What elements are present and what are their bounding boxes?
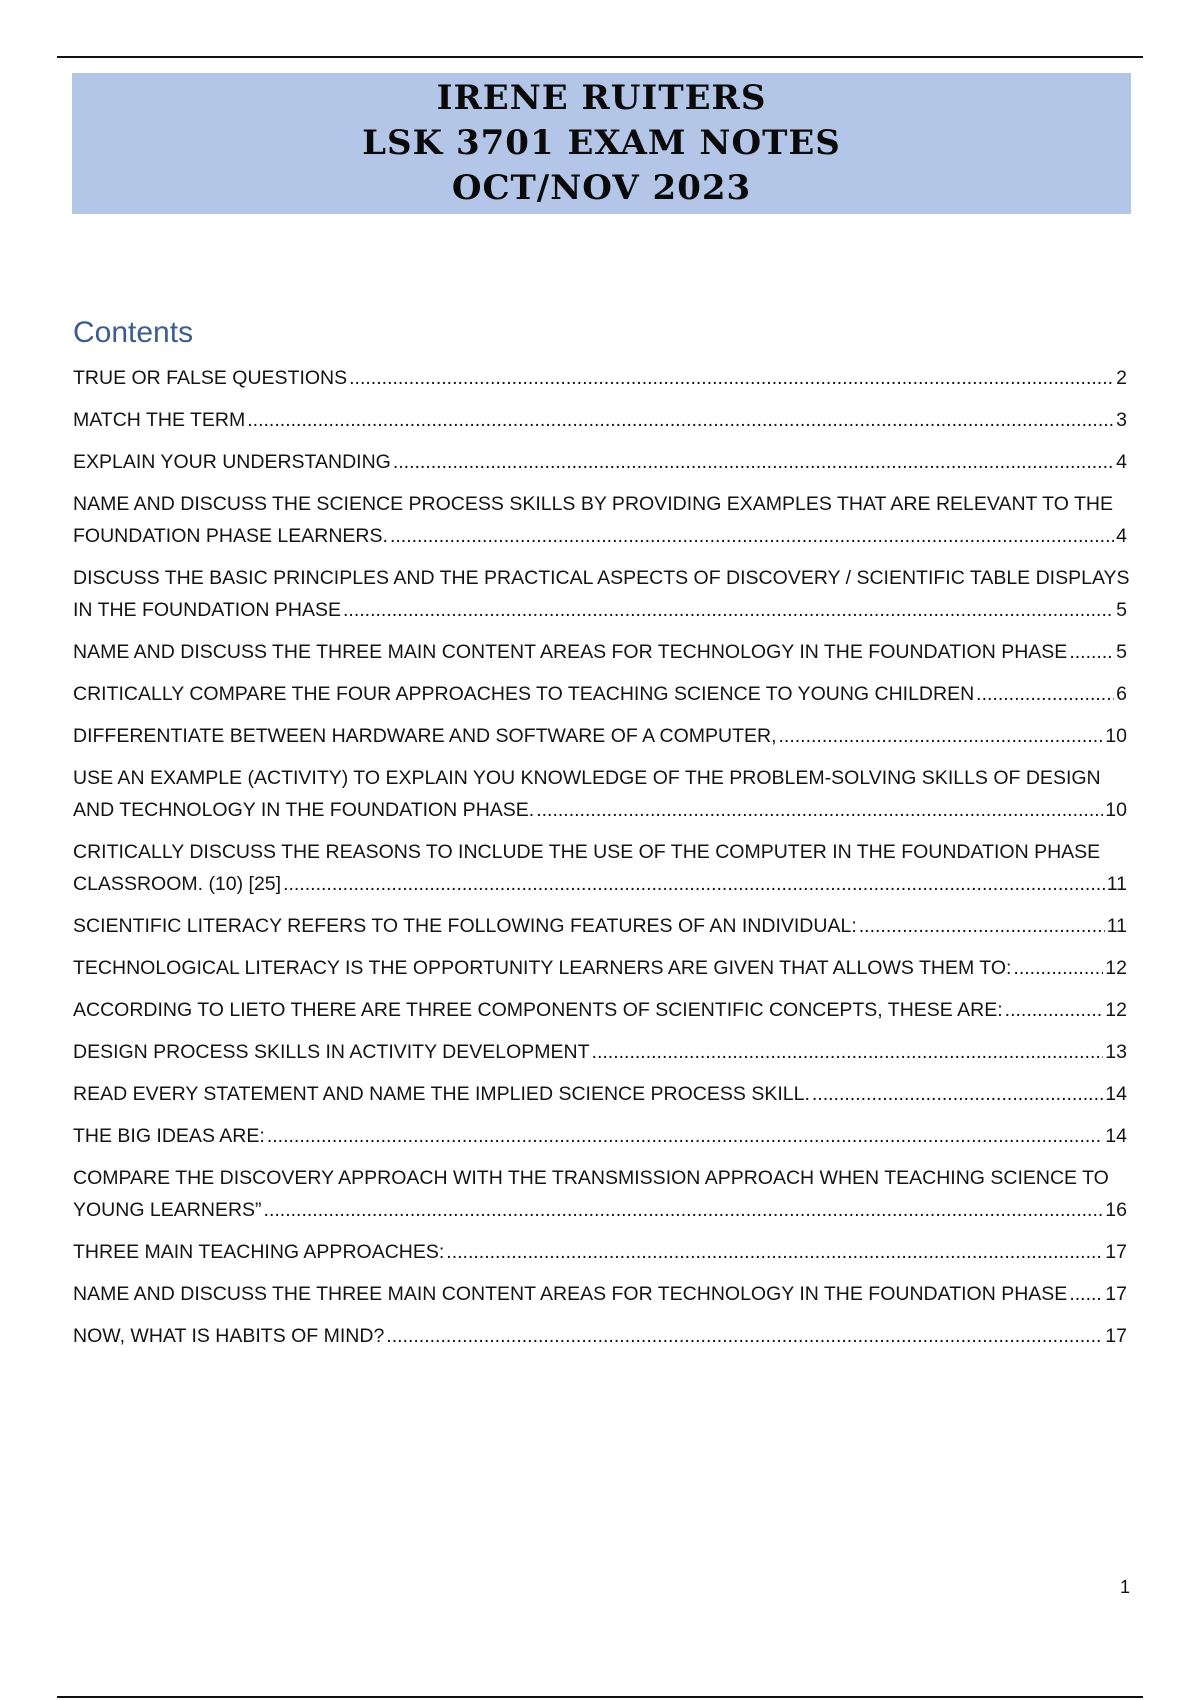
title-course: LSK 3701 EXAM NOTES xyxy=(362,123,841,163)
toc-entry[interactable] xyxy=(73,1278,1127,1310)
table-of-contents xyxy=(73,362,1130,1362)
toc-page-number: 6 xyxy=(1116,683,1127,705)
toc-entry-line xyxy=(73,678,1127,710)
toc-entry-title: TECHNOLOGICAL LITERACY IS THE OPPORTUNITY LEARNERS ARE GIVEN THAT ALLOWS THEM TO: xyxy=(73,957,1012,979)
toc-entry-line xyxy=(73,794,1127,826)
toc-dot-leader xyxy=(343,594,1114,626)
toc-entry-line xyxy=(73,952,1127,984)
toc-entry-title: CRITICALLY DISCUSS THE REASONS TO INCLUDE THE USE OF THE COMPUTER IN THE FOUNDATION PHASE xyxy=(73,841,1101,863)
toc-entry-line xyxy=(73,910,1127,942)
toc-dot-leader xyxy=(386,1320,1103,1352)
toc-page-number: 3 xyxy=(1116,409,1127,431)
toc-page-number: 17 xyxy=(1105,1241,1127,1263)
toc-entry-title: NOW, WHAT IS HABITS OF MIND? xyxy=(73,1325,385,1347)
toc-dot-leader xyxy=(1069,1278,1103,1310)
toc-entry-line xyxy=(73,1120,1127,1152)
toc-entry-line xyxy=(73,868,1127,900)
toc-page-number: 14 xyxy=(1105,1125,1127,1147)
toc-page-number: 16 xyxy=(1105,1199,1127,1221)
toc-entry[interactable] xyxy=(73,362,1127,394)
top-rule xyxy=(57,56,1143,58)
toc-entry-line xyxy=(73,562,1130,594)
toc-entry[interactable] xyxy=(73,910,1127,942)
toc-entry-line xyxy=(73,520,1127,552)
toc-entry-title: DIFFERENTIATE BETWEEN HARDWARE AND SOFTWARE OF A COMPUTER, xyxy=(73,725,777,747)
toc-entry-title: CLASSROOM. (10) [25] xyxy=(73,873,282,895)
toc-entry[interactable] xyxy=(73,446,1127,478)
toc-dot-leader xyxy=(812,1078,1103,1110)
toc-entry-line xyxy=(73,446,1127,478)
page-number: 1 xyxy=(1119,1577,1130,1597)
toc-entry-title: TRUE OR FALSE QUESTIONS xyxy=(73,367,348,389)
toc-entry-title: IN THE FOUNDATION PHASE xyxy=(73,599,341,621)
toc-entry-line xyxy=(73,362,1127,394)
toc-dot-leader xyxy=(1069,636,1114,668)
toc-page-number: 11 xyxy=(1106,915,1127,937)
toc-dot-leader xyxy=(247,404,1114,436)
toc-dot-leader xyxy=(1005,994,1104,1026)
toc-page-number: 5 xyxy=(1116,641,1127,663)
toc-entry[interactable] xyxy=(73,994,1127,1026)
toc-entry-title: READ EVERY STATEMENT AND NAME THE IMPLIED SCIENCE PROCESS SKILL. xyxy=(73,1083,810,1105)
toc-entry-title: CRITICALLY COMPARE THE FOUR APPROACHES TO TEACHING SCIENCE TO YOUNG CHILDREN xyxy=(73,683,975,705)
title-session: OCT/NOV 2023 xyxy=(451,168,752,208)
toc-page-number: 12 xyxy=(1105,999,1127,1021)
toc-entry[interactable] xyxy=(73,836,1127,900)
toc-entry[interactable] xyxy=(73,1162,1127,1226)
toc-page-number: 17 xyxy=(1105,1325,1127,1347)
toc-page-number: 12 xyxy=(1105,957,1127,979)
toc-entry[interactable] xyxy=(73,678,1127,710)
toc-entry[interactable] xyxy=(73,1120,1127,1152)
toc-entry-title: MATCH THE TERM xyxy=(73,409,246,431)
toc-entry-title: COMPARE THE DISCOVERY APPROACH WITH THE TRANSMISSION APPROACH WHEN TEACHING SCIENCE TO xyxy=(73,1167,1109,1189)
title-author: IRENE RUITERS xyxy=(436,78,767,118)
toc-entry[interactable] xyxy=(73,720,1127,752)
toc-dot-leader xyxy=(393,446,1114,478)
toc-entry-title: NAME AND DISCUSS THE THREE MAIN CONTENT AREAS FOR TECHNOLOGY IN THE FOUNDATION PHASE xyxy=(73,641,1068,663)
toc-dot-leader xyxy=(390,520,1114,552)
contents-heading: Contents xyxy=(73,316,194,349)
toc-entry-line xyxy=(73,1278,1127,1310)
toc-entry-line xyxy=(73,762,1127,794)
toc-entry-title: THREE MAIN TEACHING APPROACHES: xyxy=(73,1241,445,1263)
toc-page-number: 2 xyxy=(1116,367,1127,389)
toc-entry[interactable] xyxy=(73,636,1127,668)
toc-entry[interactable] xyxy=(73,1078,1127,1110)
toc-dot-leader xyxy=(859,910,1105,942)
toc-dot-leader xyxy=(283,868,1105,900)
toc-entry-title: FOUNDATION PHASE LEARNERS. xyxy=(73,525,388,547)
toc-dot-leader xyxy=(592,1036,1104,1068)
toc-entry-line xyxy=(73,488,1127,520)
toc-entry[interactable] xyxy=(73,488,1127,552)
toc-entry-title: DESIGN PROCESS SKILLS IN ACTIVITY DEVELOPMENT xyxy=(73,1041,590,1063)
toc-dot-leader xyxy=(1013,952,1103,984)
toc-entry-line xyxy=(73,404,1127,436)
toc-entry-line xyxy=(73,594,1127,626)
toc-entry-title: EXPLAIN YOUR UNDERSTANDING xyxy=(73,451,391,473)
toc-entry-title: DISCUSS THE BASIC PRINCIPLES AND THE PRACTICAL ASPECTS OF DISCOVERY / SCIENTIFIC TABLE DISPLAYS xyxy=(73,567,1130,589)
toc-entry-line xyxy=(73,636,1127,668)
toc-page-number: 10 xyxy=(1105,725,1127,747)
toc-dot-leader xyxy=(267,1120,1103,1152)
toc-entry-title: SCIENTIFIC LITERACY REFERS TO THE FOLLOWING FEATURES OF AN INDIVIDUAL: xyxy=(73,915,857,937)
toc-entry-title: THE BIG IDEAS ARE: xyxy=(73,1125,265,1147)
toc-entry[interactable] xyxy=(73,762,1127,826)
toc-page-number: 4 xyxy=(1116,451,1127,473)
toc-page-number: 4 xyxy=(1116,525,1127,547)
toc-entry-line xyxy=(73,1162,1127,1194)
toc-dot-leader xyxy=(264,1194,1104,1226)
toc-entry-line xyxy=(73,1320,1127,1352)
toc-page-number: 10 xyxy=(1105,799,1127,821)
toc-dot-leader xyxy=(349,362,1114,394)
title-banner xyxy=(72,73,1131,214)
toc-entry-line xyxy=(73,1236,1127,1268)
toc-page-number: 17 xyxy=(1105,1283,1127,1305)
toc-entry-title: NAME AND DISCUSS THE THREE MAIN CONTENT AREAS FOR TECHNOLOGY IN THE FOUNDATION PHASE xyxy=(73,1283,1068,1305)
toc-entry[interactable] xyxy=(73,1036,1127,1068)
toc-entry-line xyxy=(73,1078,1127,1110)
toc-entry[interactable] xyxy=(73,1236,1127,1268)
toc-entry-line xyxy=(73,720,1127,752)
bottom-rule xyxy=(57,1696,1143,1698)
toc-entry[interactable] xyxy=(73,952,1127,984)
toc-page-number: 14 xyxy=(1105,1083,1127,1105)
toc-entry-title: USE AN EXAMPLE (ACTIVITY) TO EXPLAIN YOU KNOWLEDGE OF THE PROBLEM-SOLVING SKILLS OF DESIGN xyxy=(73,767,1101,789)
toc-page-number: 11 xyxy=(1106,873,1127,895)
toc-entry[interactable] xyxy=(73,1320,1127,1352)
toc-entry-line xyxy=(73,836,1127,868)
toc-entry-title: YOUNG LEARNERS” xyxy=(73,1199,262,1221)
toc-entry-line xyxy=(73,1036,1127,1068)
toc-page-number: 5 xyxy=(1116,599,1127,621)
toc-entry-title: AND TECHNOLOGY IN THE FOUNDATION PHASE. xyxy=(73,799,535,821)
toc-dot-leader xyxy=(976,678,1114,710)
toc-entry[interactable] xyxy=(73,562,1130,626)
toc-dot-leader xyxy=(446,1236,1103,1268)
toc-page-number: 13 xyxy=(1105,1041,1127,1063)
toc-entry[interactable] xyxy=(73,404,1127,436)
toc-entry-line xyxy=(73,1194,1127,1226)
toc-entry-title: ACCORDING TO LIETO THERE ARE THREE COMPONENTS OF SCIENTIFIC CONCEPTS, THESE ARE: xyxy=(73,999,1003,1021)
toc-entry-line xyxy=(73,994,1127,1026)
toc-dot-leader xyxy=(779,720,1104,752)
toc-entry-title: NAME AND DISCUSS THE SCIENCE PROCESS SKILLS BY PROVIDING EXAMPLES THAT ARE RELEVANT TO THE xyxy=(73,493,1113,515)
toc-dot-leader xyxy=(536,794,1103,826)
